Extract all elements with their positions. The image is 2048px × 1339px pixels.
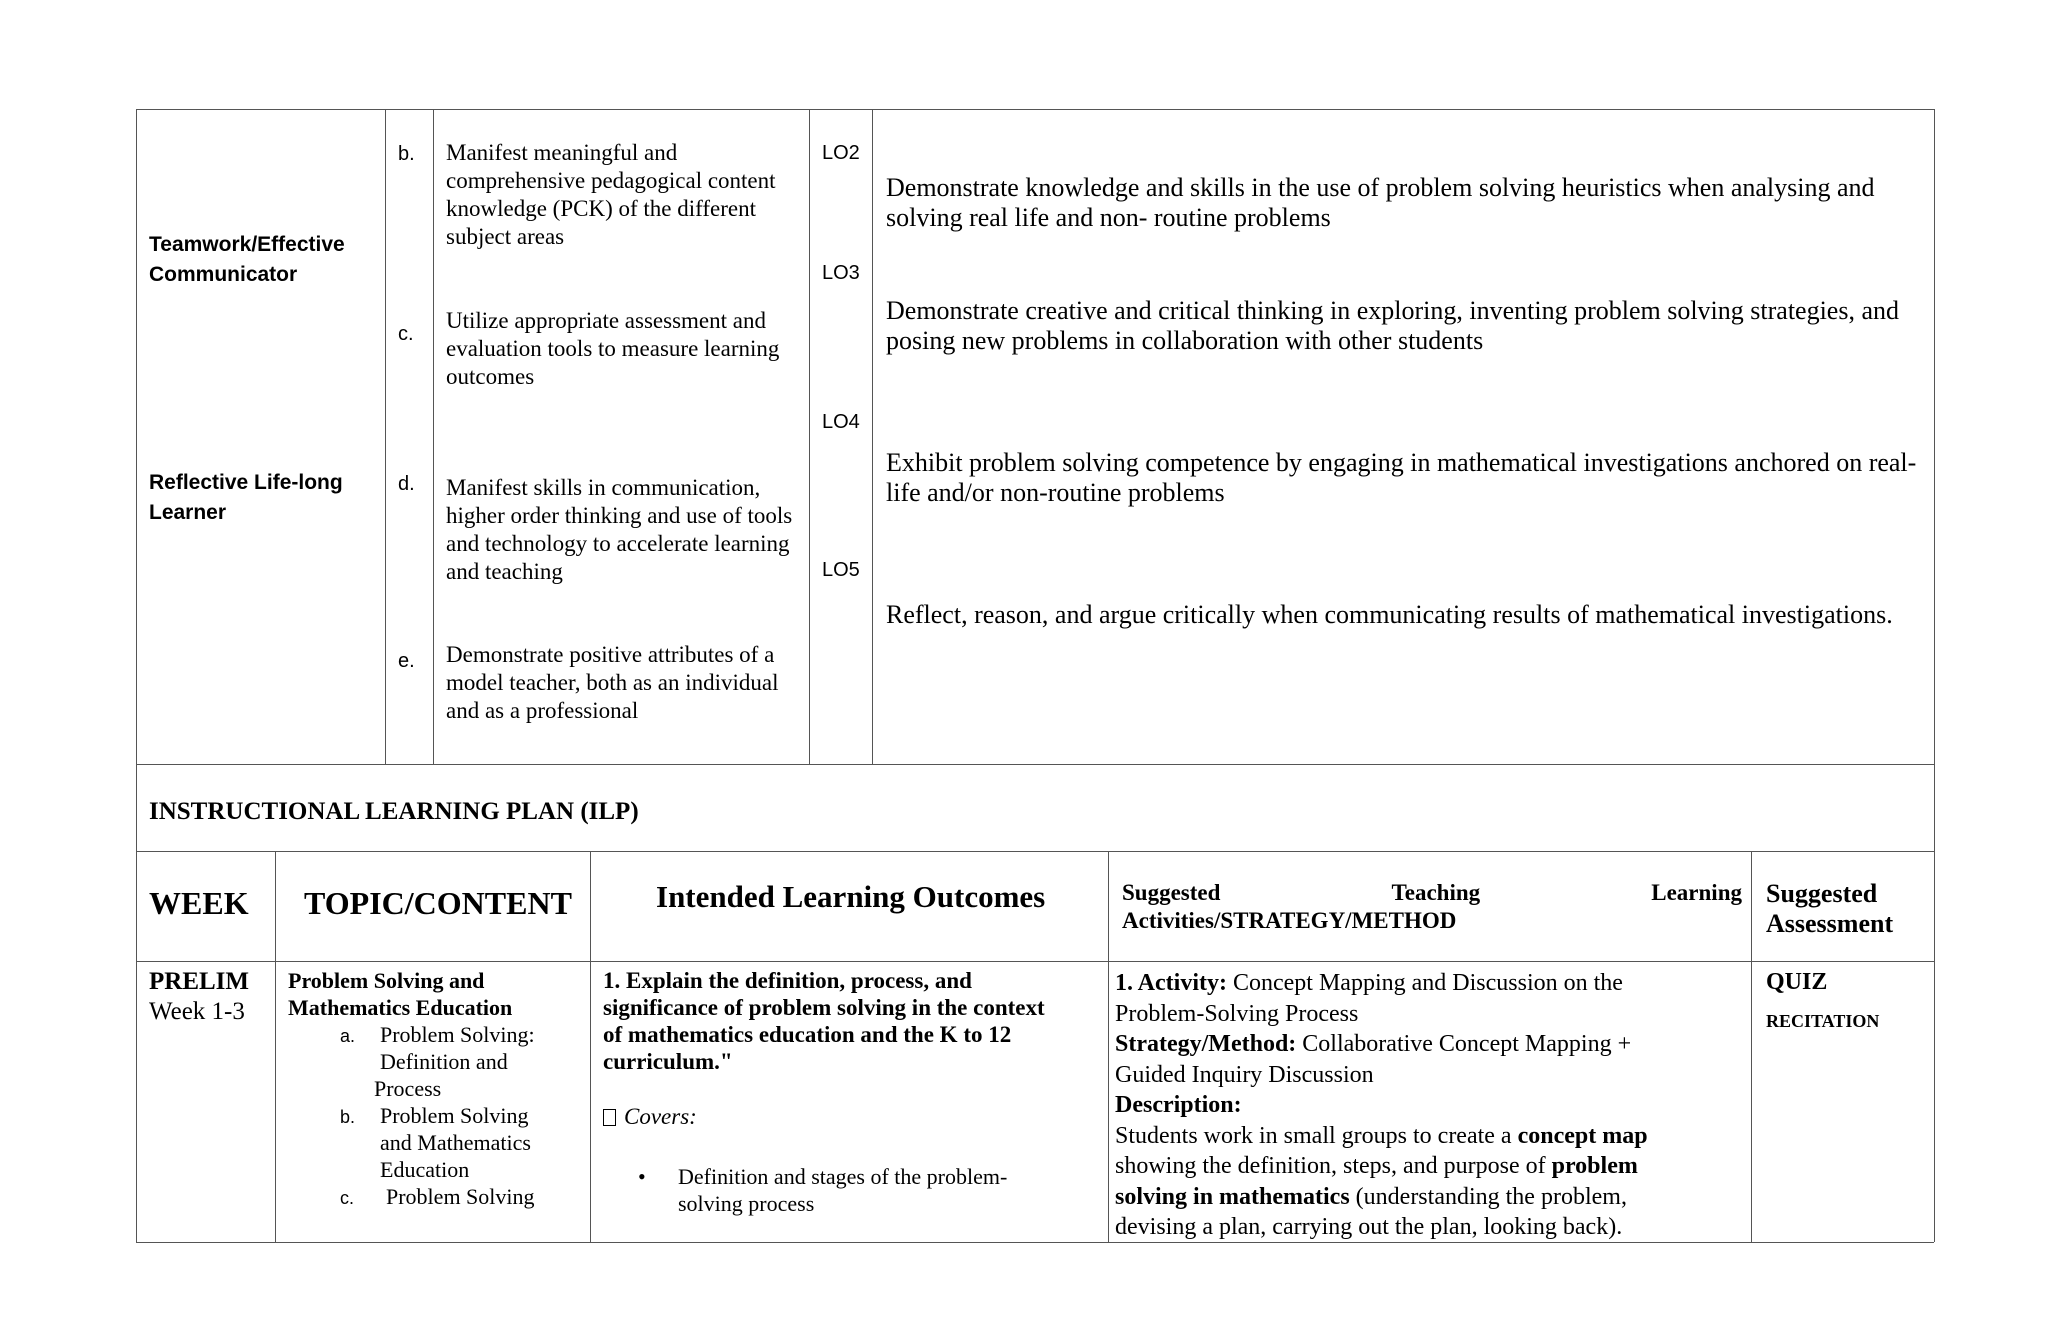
week-range: Week 1-3 — [149, 998, 245, 1025]
header-line: Assessment — [1766, 909, 1894, 938]
ilo-line: of mathematics education and the K to 12 — [603, 1022, 1012, 1047]
objective-letter: b. — [398, 143, 415, 165]
table-left-border — [136, 109, 137, 1242]
subtopic-line: and Mathematics — [380, 1130, 531, 1155]
covers-text: Covers: — [624, 1104, 697, 1129]
ilo-line: 1. Explain the definition, process, and — [603, 968, 972, 993]
ilo-line: curriculum." — [603, 1049, 733, 1074]
description-line — [1115, 1121, 1648, 1152]
topic-title-line: Mathematics Education — [288, 995, 513, 1020]
description-emphasis: problem — [1551, 1153, 1638, 1179]
divider-line — [809, 109, 810, 764]
program-objective: Manifest skills in communication, higher order thinking and use of tools and technology to accelerate learning and teaching — [446, 475, 793, 584]
learning-outcome-text: Demonstrate creative and critical thinking in exploring, inventing problem solving strategies, and posing new problems in collaboration with other students — [886, 296, 1900, 355]
objective-letter: e. — [398, 650, 415, 672]
header-word: Suggested — [1122, 880, 1221, 905]
header-word: Learning — [1651, 880, 1742, 905]
learning-outcome-code: LO3 — [822, 262, 860, 284]
divider-line — [433, 109, 434, 764]
divider-line — [1108, 851, 1109, 1242]
description-emphasis: concept map — [1517, 1122, 1648, 1149]
divider-line — [1751, 851, 1752, 1242]
objective-letter: d. — [398, 473, 415, 495]
description-line — [1115, 1151, 1648, 1182]
table-top-border — [136, 109, 1934, 110]
bullet-line: Definition and stages of the problem- — [678, 1164, 1008, 1189]
activity-line: Problem-Solving Process — [1115, 1000, 1359, 1027]
term-label: PRELIM — [149, 968, 249, 995]
divider-line — [136, 961, 1934, 962]
suggested-assessment — [1766, 967, 1879, 1032]
subtopic-list — [340, 1021, 535, 1212]
checkbox-glyph-icon — [603, 1109, 616, 1126]
learning-outcome-code: LO2 — [822, 142, 860, 164]
header-line: Activities/STRATEGY/METHOD — [1122, 908, 1457, 933]
subtopic-line: Problem Solving: — [380, 1022, 535, 1047]
list-letter: a. — [340, 1026, 356, 1046]
list-item — [340, 1021, 535, 1102]
divider-line — [872, 109, 873, 764]
assessment-recitation: RECITATION — [1766, 1011, 1880, 1031]
activity-line — [1115, 968, 1648, 999]
activity-text: Concept Mapping and Discussion on the — [1226, 970, 1623, 996]
subtopic-line: Definition and — [380, 1049, 508, 1074]
strategy-label: Strategy/Method: — [1115, 1031, 1297, 1057]
intended-learning-outcome — [603, 967, 1045, 1075]
topic-title-line: Problem Solving and — [288, 968, 485, 993]
learning-outcome-code: LO4 — [822, 411, 860, 433]
list-letter: b. — [340, 1107, 356, 1127]
divider-line — [385, 109, 386, 764]
list-letter: c. — [340, 1188, 355, 1208]
divider-line — [590, 851, 591, 1242]
subtopic-line: Problem Solving — [386, 1184, 535, 1209]
strategy-line — [1115, 1029, 1648, 1060]
program-objective: Manifest meaningful and comprehensive pedagogical content knowledge (PCK) of the different subject areas — [446, 140, 776, 249]
divider-line — [136, 764, 1934, 765]
strategy-line: Guided Inquiry Discussion — [1115, 1061, 1374, 1088]
list-item — [340, 1183, 535, 1212]
learning-outcome-text: Demonstrate knowledge and skills in the use of problem solving heuristics when analysing and solving real life and non- routine problems — [886, 173, 1875, 232]
objective-letter: c. — [398, 323, 414, 345]
description-line — [1115, 1182, 1648, 1213]
bullet-line: solving process — [678, 1191, 815, 1216]
subtopic-line: Process — [374, 1076, 442, 1101]
week-cell — [149, 967, 249, 1027]
learning-outcome-text: Exhibit problem solving competence by engaging in mathematical investigations anchored on real-life and/or non-routine problems — [886, 448, 1917, 507]
covers-label — [603, 1104, 697, 1130]
list-item — [638, 1163, 1007, 1217]
description-text: (understanding the problem, — [1349, 1183, 1627, 1210]
bullet-icon: • — [638, 1164, 646, 1189]
subtopic-line: Education — [380, 1157, 470, 1182]
divider-line — [136, 851, 1934, 852]
graduate-attribute: Reflective Life-long Learner — [149, 471, 343, 524]
program-objective: Demonstrate positive attributes of a model teacher, both as an individual and as a professional — [446, 642, 779, 723]
description-text: showing the definition, steps, and purpose of — [1115, 1153, 1552, 1179]
table-bottom-border — [136, 1242, 1934, 1243]
header-intended-learning-outcomes: Intended Learning Outcomes — [656, 879, 1046, 914]
header-suggested-assessment — [1766, 879, 1893, 939]
header-topic-content: TOPIC/CONTENT — [304, 885, 572, 921]
ilo-line: significance of problem solving in the context — [603, 995, 1045, 1020]
table-right-border — [1934, 109, 1935, 1242]
description-line: devising a plan, carrying out the plan, looking back). — [1115, 1214, 1623, 1240]
assessment-quiz: QUIZ — [1766, 969, 1828, 995]
list-item — [340, 1102, 535, 1183]
strategy-text: Collaborative Concept Mapping + — [1296, 1031, 1632, 1057]
header-week: WEEK — [149, 885, 249, 921]
ilp-title: INSTRUCTIONAL LEARNING PLAN (ILP) — [149, 798, 639, 825]
description-emphasis: solving in mathematics — [1115, 1183, 1350, 1210]
description-label: Description: — [1115, 1092, 1242, 1118]
header-teaching-learning-activities — [1122, 879, 1742, 935]
teaching-learning-activity — [1115, 968, 1648, 1243]
covers-list — [638, 1163, 1007, 1217]
graduate-attribute: Teamwork/Effective Communicator — [149, 233, 345, 286]
learning-outcome-code: LO5 — [822, 559, 860, 581]
description-text: Students work in small groups to create a — [1115, 1122, 1518, 1149]
learning-outcome-text: Reflect, reason, and argue critically when communicating results of mathematical investigations. — [886, 600, 1893, 629]
header-line: Suggested — [1766, 879, 1878, 908]
program-objective: Utilize appropriate assessment and evaluation tools to measure learning outcomes — [446, 308, 780, 389]
subtopic-line: Problem Solving — [380, 1103, 529, 1128]
divider-line — [275, 851, 276, 1242]
topic-title — [288, 967, 512, 1021]
activity-label: 1. Activity: — [1115, 970, 1227, 996]
header-word: Teaching — [1391, 880, 1481, 905]
